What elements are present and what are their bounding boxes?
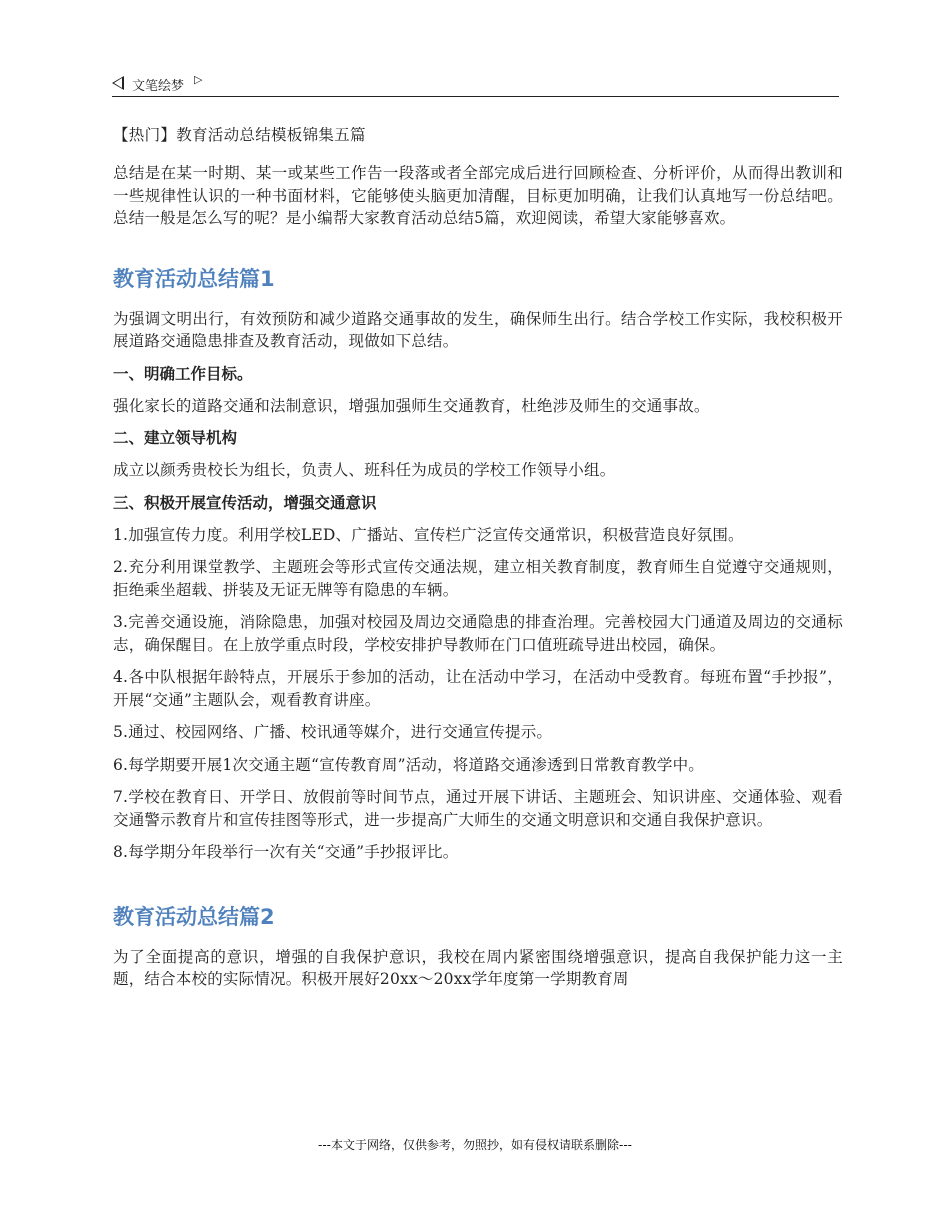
section-2-heading: 教育活动总结篇2: [113, 904, 275, 929]
brand-name: 文笔绘梦: [132, 78, 185, 94]
section-1-subheading-2: 二、建立领导机构: [113, 429, 238, 447]
list-item: 3.完善交通设施，消除隐患，加强对校园及周边交通隐患的排查治理。完善校园大门通道及周边的交通标志，确保醒目。在上放学重点时段，学校安排护导教师在门口值班疏导进出校园，确保。: [113, 613, 843, 654]
triangle-left-icon: [112, 76, 124, 90]
list-item: 7.学校在教育日、开学日、放假前等时间节点，通过开展下讲话、主题班会、知识讲座、交通体验、观看交通警示教育片和宣传挂图等形式，进一步提高广大师生的交通文明意识和交通自我保护意识。: [113, 788, 843, 829]
list-item: 8.每学期分年段举行一次有关“交通”手抄报评比。: [113, 843, 459, 861]
section-2-paragraph-1: 为了全面提高的意识，增强的自我保护意识，我校在周内紧密围绕增强意识，提高自我保护能力这一主题，结合本校的实际情况。积极开展好20xx～20xx学年度第一学期教育周: [113, 947, 843, 988]
triangle-right-icon: ▷: [194, 72, 203, 86]
list-item: 1.加强宣传力度。利用学校LED、广播站、宣传栏广泛宣传交通常识，积极营造良好氛围。: [113, 525, 744, 544]
footer-disclaimer: ---本文于网络，仅供参考，勿照抄，如有侵权请联系删除---: [318, 1138, 632, 1152]
list-item: 6.每学期要开展1次交通主题“宣传教育周”活动，将道路交通渗透到日常教育教学中。: [113, 755, 705, 774]
page-header: [112, 70, 839, 97]
section-1-paragraph-2: 强化家长的道路交通和法制意识，增强加强师生交通教育，杜绝涉及师生的交通事故。: [113, 396, 710, 415]
section-1-paragraph-1: 为强调文明出行，有效预防和减少道路交通事故的发生，确保师生出行。结合学校工作实际，我校积极开展道路交通隐患排查及教育活动，现做如下总结。: [113, 309, 843, 350]
list-item: 2.充分利用课堂教学、主题班会等形式宣传交通法规，建立相关教育制度，教育师生自觉遵守交通规则，拒绝乘坐超载、拼装及无证无牌等有隐患的车辆。: [113, 558, 843, 599]
section-1-heading: 教育活动总结篇1: [113, 266, 275, 291]
list-item: 5.通过、校园网络、广播、校讯通等媒介，进行交通宣传提示。: [113, 723, 553, 741]
intro-paragraph: 总结是在某一时期、某一或某些工作告一段落或者全部完成后进行回顾检查、分析评价，从而得出教训和一些规律性认识的一种书面材料，它能够使头脑更加清醒，目标更加明确，让我们认真地写一份总结吧。总结一般是怎么写的呢？是小编帮大家教育活动总结5篇，欢迎阅读，希望大家能够喜欢。: [113, 164, 843, 227]
section-1-subheading-3: 三、积极开展宣传活动，增强交通意识: [113, 493, 377, 512]
list-item: 4.各中队根据年龄特点，开展乐于参加的活动，让在活动中学习，在活动中受教育。每班布置“手抄报”，开展“交通”主题队会，观看教育讲座。: [113, 668, 843, 709]
section-1-paragraph-3: 成立以颜秀贵校长为组长，负责人、班科任为成员的学校工作领导小组。: [113, 461, 616, 479]
document-title: 【热门】教育活动总结模板锦集五篇: [113, 126, 366, 144]
document-body: [113, 122, 843, 1001]
section-1-subheading-1: 一、明确工作目标。: [113, 364, 253, 383]
